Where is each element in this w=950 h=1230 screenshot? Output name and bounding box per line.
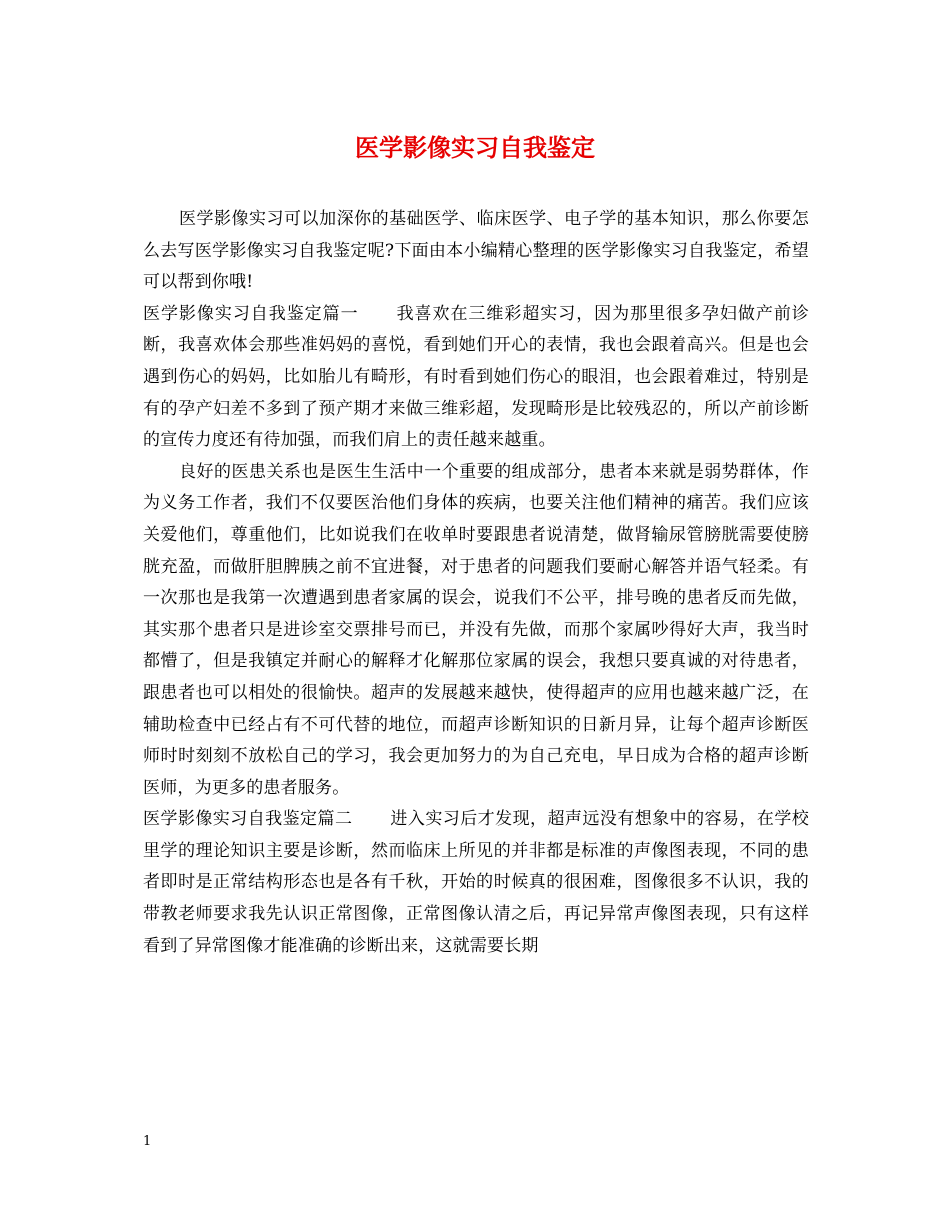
document-title: 医学影像实习自我鉴定 [355,133,595,162]
section-2-paragraph [143,804,809,962]
section-2-heading: 医学影像实习自我鉴定篇二 [143,809,353,830]
section-1-heading: 医学影像实习自我鉴定篇一 [143,303,359,324]
page-number: 1 [143,1134,152,1149]
section-1-text: 我喜欢在三维彩超实习，因为那里很多孕妇做产前诊断，我喜欢体会那些准妈妈的喜悦，看到她们开心的表情，我也会跟着高兴。但是也会遇到伤心的妈妈，比如胎儿有畸形，有时看到她们伤心的眼泪，也会跟着难过，特别是有的孕产妇差不多到了预产期才来做三维彩超，发现畸形是比较残忍的，所以产前诊断的宣传力度还有待加强，而我们肩上的责任越来越重。 [143,303,809,451]
document-body [143,204,809,962]
intro-paragraph: 医学影像实习可以加深你的基础医学、临床医学、电子学的基本知识，那么你要怎么去写医学影像实习自我鉴定呢?下面由本小编精心整理的医学影像实习自我鉴定，希望可以帮到你哦! [143,209,809,293]
paragraph-2: 良好的医患关系也是医生生活中一个重要的组成部分，患者本来就是弱势群体，作为义务工作者，我们不仅要医治他们身体的疾病，也要关注他们精神的痛苦。我们应该关爱他们，尊重他们，比如说我们在收单时要跟患者说清楚，做肾输尿管膀胱需要使膀胱充盈，而做肝胆脾胰之前不宜进餐，对于患者的问题我们要耐心解答并语气轻柔。有一次那也是我第一次遭遇到患者家属的误会，说我们不公平，排号晚的患者反而先做，其实那个患者只是进诊室交票排号而已，并没有先做，而那个家属吵得好大声，我当时都懵了，但是我镇定并耐心的解释才化解那位家属的误会，我想只要真诚的对待患者，跟患者也可以相处的很愉快。超声的发展越来越快，使得超声的应用也越来越广泛，在辅助检查中已经占有不可代替的地位，而超声诊断知识的日新月异，让每个超声诊断医师时时刻刻不放松自己的学习，我会更加努力的为自己充电，早日成为合格的超声诊断医师，为更多的患者服务。 [143,461,809,798]
section-1-paragraph [143,299,809,457]
section-2-text: 进入实习后才发现，超声远没有想象中的容易，在学校里学的理论知识主要是诊断，然而临床上所见的并非都是标准的声像图表现，不同的患者即时是正常结构形态也是各有千秋，开始的时候真的很困难，图像很多不认识，我的带教老师要求我先认识正常图像，正常图像认清之后，再记异常声像图表现，只有这样看到了异常图像才能准确的诊断出来，这就需要长期 [143,809,809,956]
